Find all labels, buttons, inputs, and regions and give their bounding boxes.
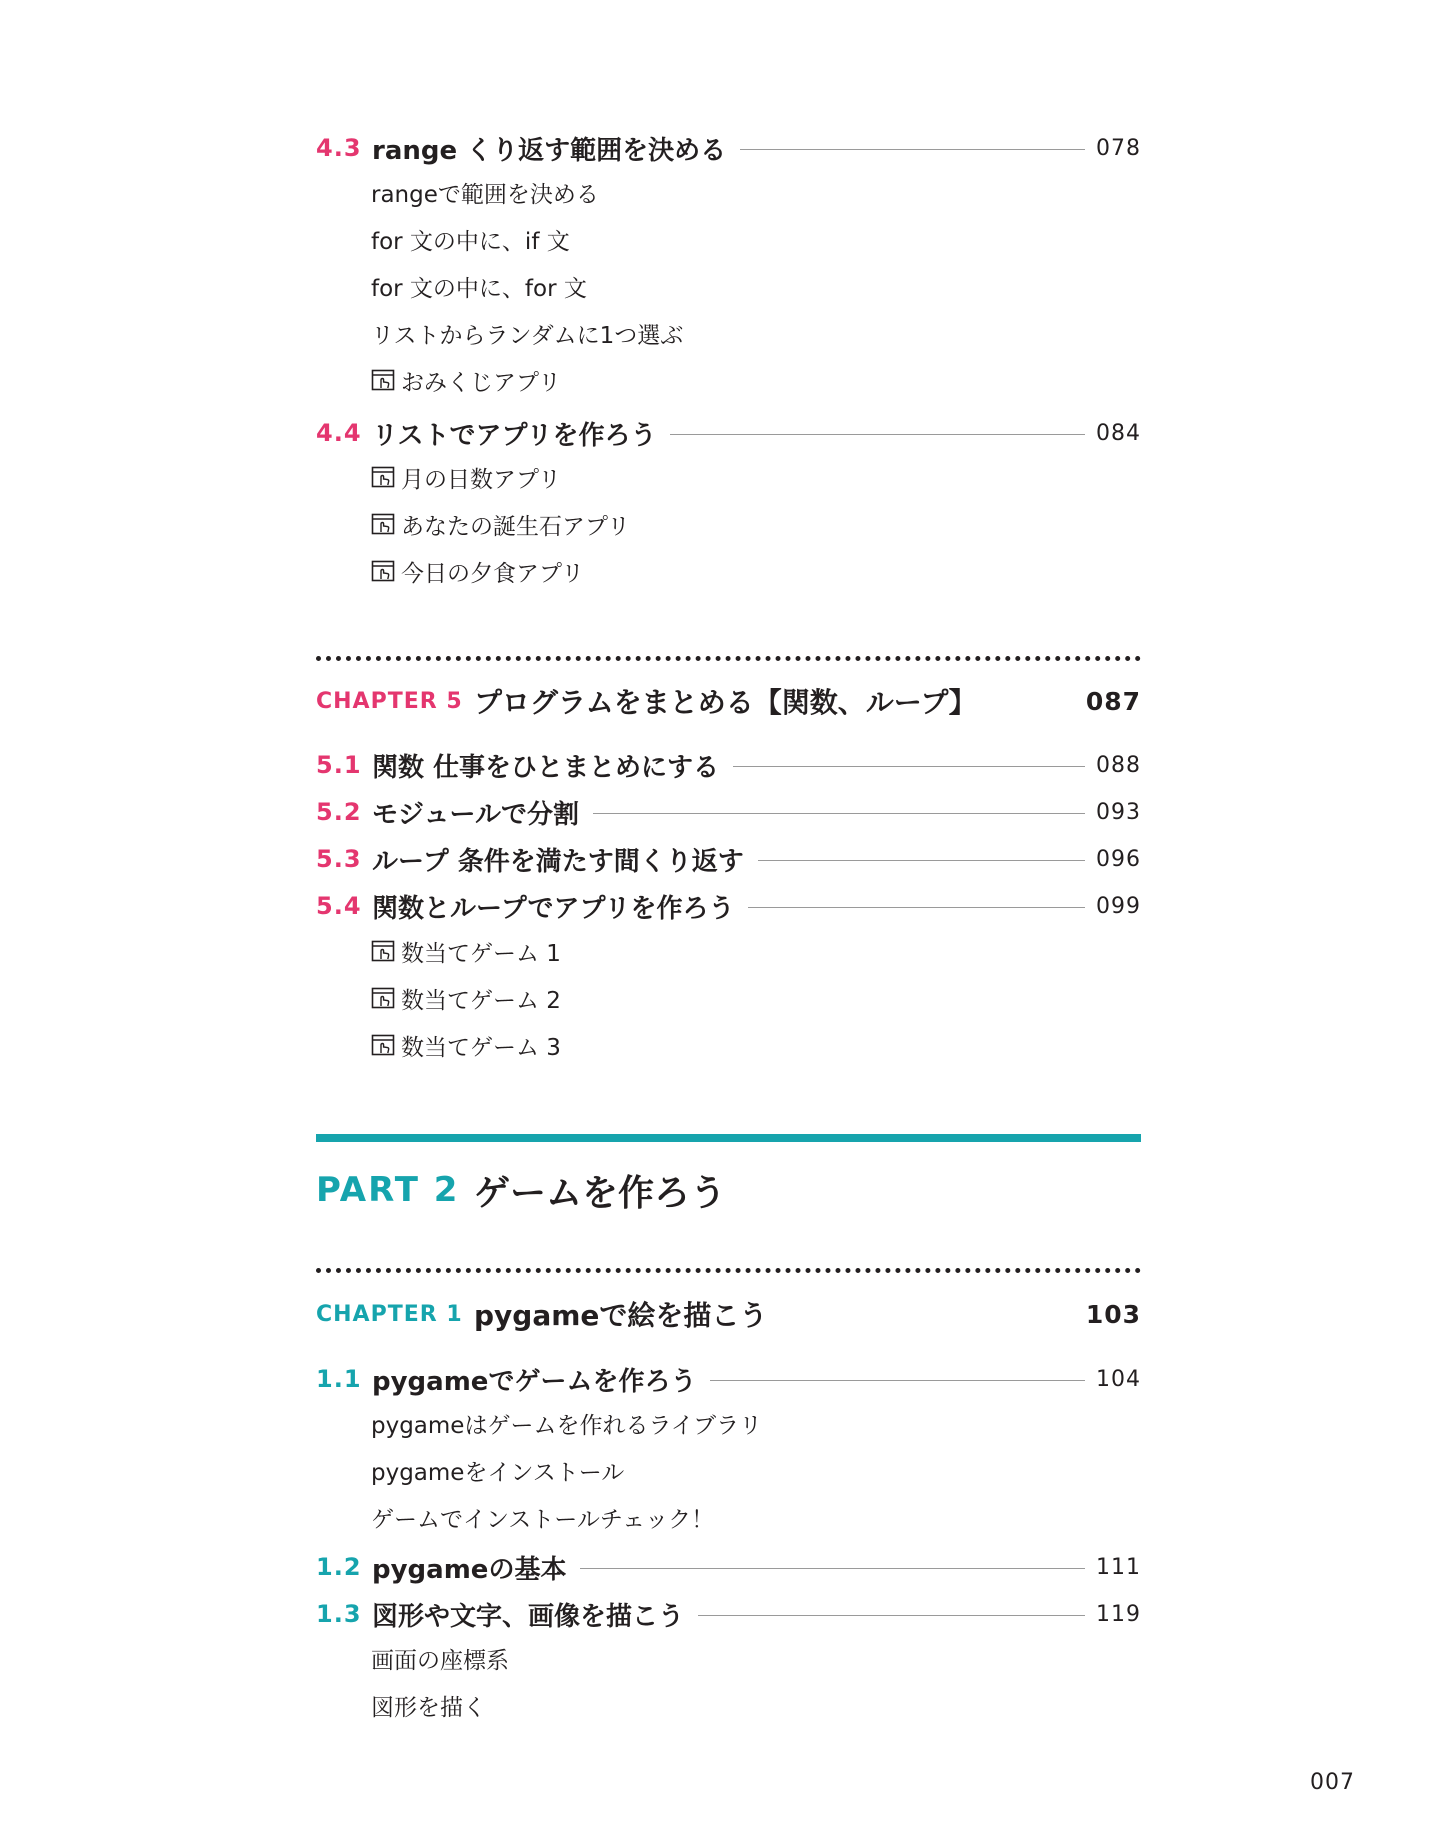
toc-subitem-app[interactable] bbox=[371, 981, 561, 1015]
toc-chapter-1[interactable] bbox=[316, 1291, 1141, 1337]
toc-subitem[interactable] bbox=[371, 1453, 624, 1487]
toc-section-1-2[interactable] bbox=[316, 1547, 1141, 1587]
chapter-page-number: 103 bbox=[1085, 1299, 1141, 1329]
section-title: pygameの基本 bbox=[372, 1554, 567, 1585]
section-number: 5.3 bbox=[316, 845, 362, 873]
subitem-label: 画面の座標系 bbox=[371, 1647, 509, 1674]
subitem-label: ゲームでインストールチェック！ bbox=[371, 1506, 715, 1533]
section-title: range くり返す範囲を決める bbox=[372, 135, 727, 166]
page-number: 096 bbox=[1096, 846, 1141, 872]
section-number: 4.3 bbox=[316, 134, 362, 162]
page-number: 119 bbox=[1096, 1601, 1141, 1627]
toc-section-5-3[interactable] bbox=[316, 839, 1141, 879]
section-number: 5.2 bbox=[316, 798, 362, 826]
section-number: 1.2 bbox=[316, 1553, 362, 1581]
dot-leader bbox=[580, 1568, 1085, 1569]
part-divider-bar bbox=[316, 1134, 1141, 1142]
section-number: 5.4 bbox=[316, 892, 362, 920]
section-title: 図形や文字、画像を描こう bbox=[372, 1601, 685, 1632]
section-title: ループ 条件を満たす間くり返す bbox=[372, 846, 744, 877]
section-number: 5.1 bbox=[316, 751, 362, 779]
toc-subitem[interactable] bbox=[371, 316, 683, 350]
toc-subitem[interactable] bbox=[371, 1641, 509, 1675]
toc-subitem[interactable] bbox=[371, 1688, 486, 1722]
subitem-label: for 文の中に、for 文 bbox=[371, 275, 587, 302]
subitem-label: おみくじアプリ bbox=[401, 369, 562, 396]
page-number: 088 bbox=[1096, 752, 1141, 778]
subitem-label: 数当てゲーム 2 bbox=[401, 987, 561, 1014]
toc-subitem[interactable] bbox=[371, 269, 587, 303]
section-number: 1.3 bbox=[316, 1600, 362, 1628]
toc-subitem-app[interactable] bbox=[371, 1028, 561, 1062]
subitem-label: pygameをインストール bbox=[371, 1459, 625, 1486]
page-number: 084 bbox=[1096, 420, 1141, 446]
app-window-icon bbox=[371, 559, 395, 583]
chapter-label: CHAPTER 5 bbox=[316, 688, 463, 714]
toc-section-4-4[interactable] bbox=[316, 413, 1141, 453]
dot-leader bbox=[748, 907, 1085, 908]
chapter-divider bbox=[316, 1268, 1141, 1273]
dot-leader bbox=[670, 434, 1085, 435]
dot-leader bbox=[710, 1380, 1085, 1381]
app-window-icon bbox=[371, 1033, 395, 1057]
page-folio: 007 bbox=[1310, 1770, 1355, 1795]
subitem-label: 数当てゲーム 3 bbox=[401, 1034, 561, 1061]
section-title: pygameでゲームを作ろう bbox=[372, 1366, 697, 1397]
part-label: PART 2 bbox=[316, 1170, 460, 1210]
subitem-label: 数当てゲーム 1 bbox=[401, 940, 561, 967]
dot-leader bbox=[593, 813, 1085, 814]
toc-subitem-app[interactable] bbox=[371, 507, 630, 541]
toc-section-5-2[interactable] bbox=[316, 792, 1141, 832]
dot-leader bbox=[740, 149, 1085, 150]
section-title: 関数 仕事をひとまとめにする bbox=[372, 752, 720, 783]
toc-subitem[interactable] bbox=[371, 1500, 714, 1534]
chapter-label: CHAPTER 1 bbox=[316, 1301, 463, 1327]
toc-subitem[interactable] bbox=[371, 1406, 762, 1440]
toc-section-5-1[interactable] bbox=[316, 745, 1141, 785]
page-number: 078 bbox=[1096, 135, 1141, 161]
toc-section-1-3[interactable] bbox=[316, 1594, 1141, 1634]
toc-chapter-5[interactable] bbox=[316, 678, 1141, 724]
app-window-icon bbox=[371, 939, 395, 963]
section-title: 関数とループでアプリを作ろう bbox=[372, 893, 735, 924]
toc-part-2[interactable] bbox=[316, 1160, 726, 1220]
app-window-icon bbox=[371, 465, 395, 489]
subitem-label: リストからランダムに1つ選ぶ bbox=[371, 322, 684, 349]
toc-subitem[interactable] bbox=[371, 175, 599, 209]
section-title: モジュールで分割 bbox=[372, 799, 579, 830]
dot-leader bbox=[758, 860, 1085, 861]
toc-subitem-app[interactable] bbox=[371, 363, 561, 397]
subitem-label: 図形を描く bbox=[371, 1694, 486, 1721]
subitem-label: rangeで範囲を決める bbox=[371, 181, 599, 208]
subitem-label: 今日の夕食アプリ bbox=[401, 560, 585, 587]
dot-leader bbox=[698, 1615, 1085, 1616]
toc-section-5-4[interactable] bbox=[316, 886, 1141, 926]
toc-subitem-app[interactable] bbox=[371, 460, 561, 494]
toc-subitem-app[interactable] bbox=[371, 554, 584, 588]
chapter-title: pygameで絵を描こう bbox=[474, 1299, 768, 1332]
app-window-icon bbox=[371, 368, 395, 392]
page-number: 111 bbox=[1096, 1554, 1141, 1580]
toc-section-1-1[interactable] bbox=[316, 1359, 1141, 1399]
section-number: 4.4 bbox=[316, 419, 362, 447]
page-number: 099 bbox=[1096, 893, 1141, 919]
part-title: ゲームを作ろう bbox=[474, 1172, 727, 1214]
subitem-label: pygameはゲームを作れるライブラリ bbox=[371, 1412, 763, 1439]
chapter-title: プログラムをまとめる【関数、ループ】 bbox=[474, 686, 977, 719]
chapter-divider bbox=[316, 656, 1141, 661]
toc-subitem-app[interactable] bbox=[371, 934, 561, 968]
toc-section-4-3[interactable] bbox=[316, 128, 1141, 168]
section-title: リストでアプリを作ろう bbox=[372, 420, 657, 451]
toc-subitem[interactable] bbox=[371, 222, 570, 256]
app-window-icon bbox=[371, 986, 395, 1010]
subitem-label: 月の日数アプリ bbox=[401, 466, 562, 493]
subitem-label: for 文の中に、if 文 bbox=[371, 228, 570, 255]
dot-leader bbox=[733, 766, 1085, 767]
page-number: 093 bbox=[1096, 799, 1141, 825]
app-window-icon bbox=[371, 512, 395, 536]
subitem-label: あなたの誕生石アプリ bbox=[401, 513, 631, 540]
page-number: 104 bbox=[1096, 1366, 1141, 1392]
section-number: 1.1 bbox=[316, 1365, 362, 1393]
chapter-page-number: 087 bbox=[1085, 686, 1141, 716]
